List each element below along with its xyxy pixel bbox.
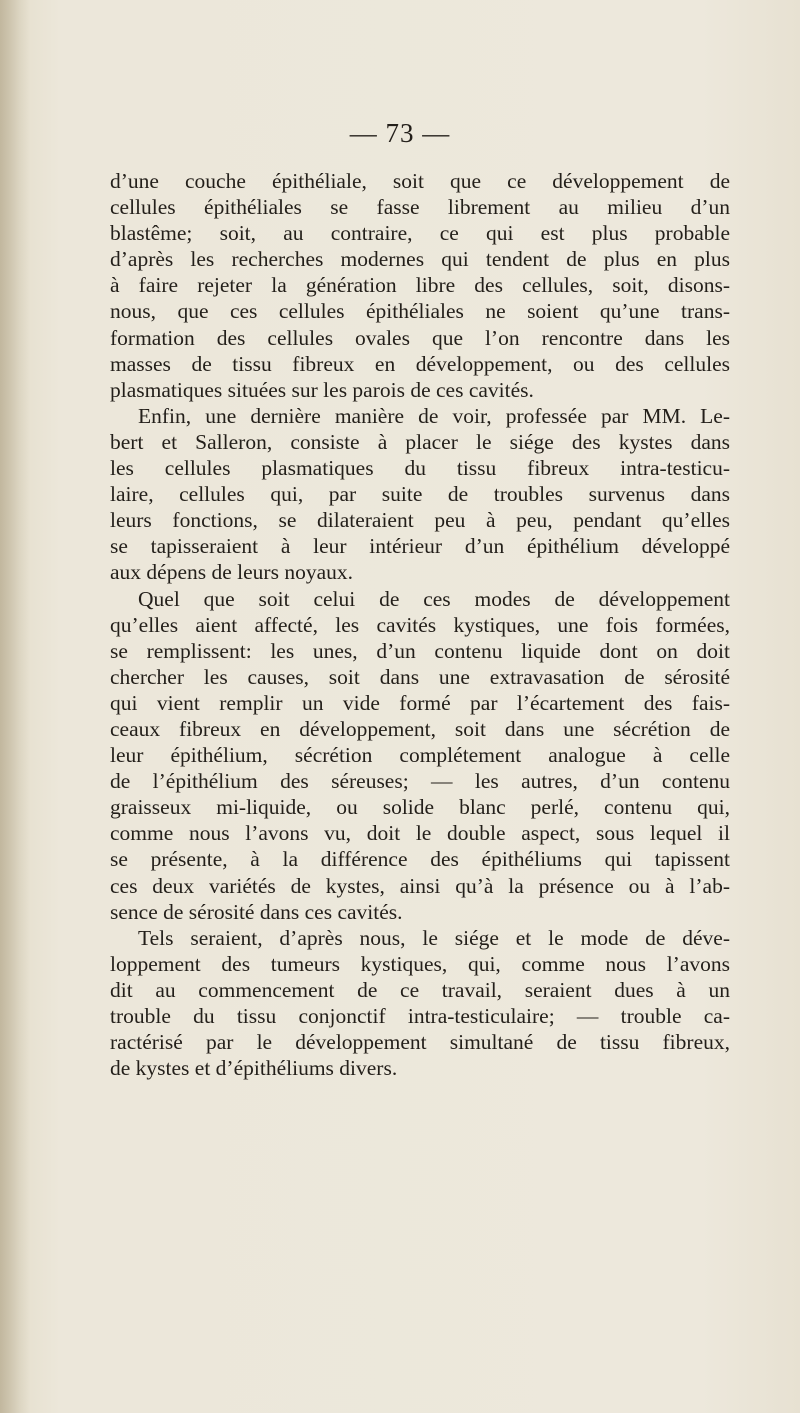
text-line: chercher les causes, soit dans une extravasation de sérosité [110, 664, 730, 689]
text-line: de l’épithélium des séreuses; — les autres, d’un contenu [110, 769, 730, 794]
text-line: bert et Salleron, consiste à placer le siége des kystes dans [110, 429, 730, 454]
text-line: Tels seraient, d’après nous, le siége et le mode de déve- [138, 925, 730, 950]
text-line: aux dépens de leurs noyaux. [110, 560, 353, 585]
text-line: se présente, à la différence des épithéliums qui tapissent [110, 847, 730, 872]
text-line: d’une couche épithéliale, soit que ce développement de [110, 169, 730, 193]
text-line: à faire rejeter la génération libre des cellules, soit, disons- [110, 273, 730, 298]
text-line: les cellules plasmatiques du tissu fibreux intra-testicu- [110, 456, 730, 481]
text-line: trouble du tissu conjonctif intra-testiculaire; — trouble ca- [110, 1004, 730, 1028]
text-line: leur épithélium, sécrétion complétement analogue à celle [110, 743, 730, 768]
text-line: se tapisseraient à leur intérieur d’un épithélium développé [110, 534, 730, 559]
text-line: laire, cellules qui, par suite de troubles survenus dans [110, 482, 730, 507]
text-line: de kystes et d’épithéliums divers. [110, 1056, 398, 1081]
text-line: dit au commencement de ce travail, seraient dues à un [110, 977, 730, 1002]
page-gutter-shadow [0, 0, 30, 1413]
text-line: comme nous l’avons vu, doit le double aspect, sous lequel il [110, 821, 730, 846]
text-line: nous, que ces cellules épithéliales ne soient qu’une trans- [110, 299, 730, 324]
text-line: loppement des tumeurs kystiques, qui, comme nous l’avons [110, 951, 730, 976]
text-line: se remplissent: les unes, d’un contenu liquide dont on doit [110, 638, 730, 663]
text-line: Quel que soit celui de ces modes de développement [138, 586, 730, 611]
text-line: blastême; soit, au contraire, ce qui est plus probable [110, 221, 730, 246]
page-number: — 73 — [349, 118, 451, 148]
text-line: masses de tissu fibreux en développement, ou des cellules [110, 351, 730, 376]
text-line: d’après les recherches modernes qui tendent de plus en plus [110, 247, 730, 272]
body-text [110, 168, 730, 1081]
text-line: Enfin, une dernière manière de voir, professée par MM. Le- [138, 403, 730, 428]
text-line: qui vient remplir un vide formé par l’écartement des fais- [110, 690, 730, 715]
text-line: qu’elles aient affecté, les cavités kystiques, une fois formées, [110, 612, 730, 637]
text-line: cellules épithéliales se fasse librement au milieu d’un [110, 195, 730, 220]
text-line: graisseux mi-liquide, ou solide blanc perlé, contenu qui, [110, 795, 730, 820]
text-line: leurs fonctions, se dilateraient peu à peu, pendant qu’elles [110, 508, 730, 533]
text-line: ractérisé par le développement simultané de tissu fibreux, [110, 1030, 730, 1055]
text-line: plasmatiques situées sur les parois de ces cavités. [110, 377, 534, 402]
text-line: ceaux fibreux en développement, soit dans une sécrétion de [110, 716, 730, 741]
text-line: formation des cellules ovales que l’on rencontre dans les [110, 325, 730, 350]
text-line: ces deux variétés de kystes, ainsi qu’à la présence ou à l’ab- [110, 873, 730, 898]
text-line: sence de sérosité dans ces cavités. [110, 899, 403, 924]
